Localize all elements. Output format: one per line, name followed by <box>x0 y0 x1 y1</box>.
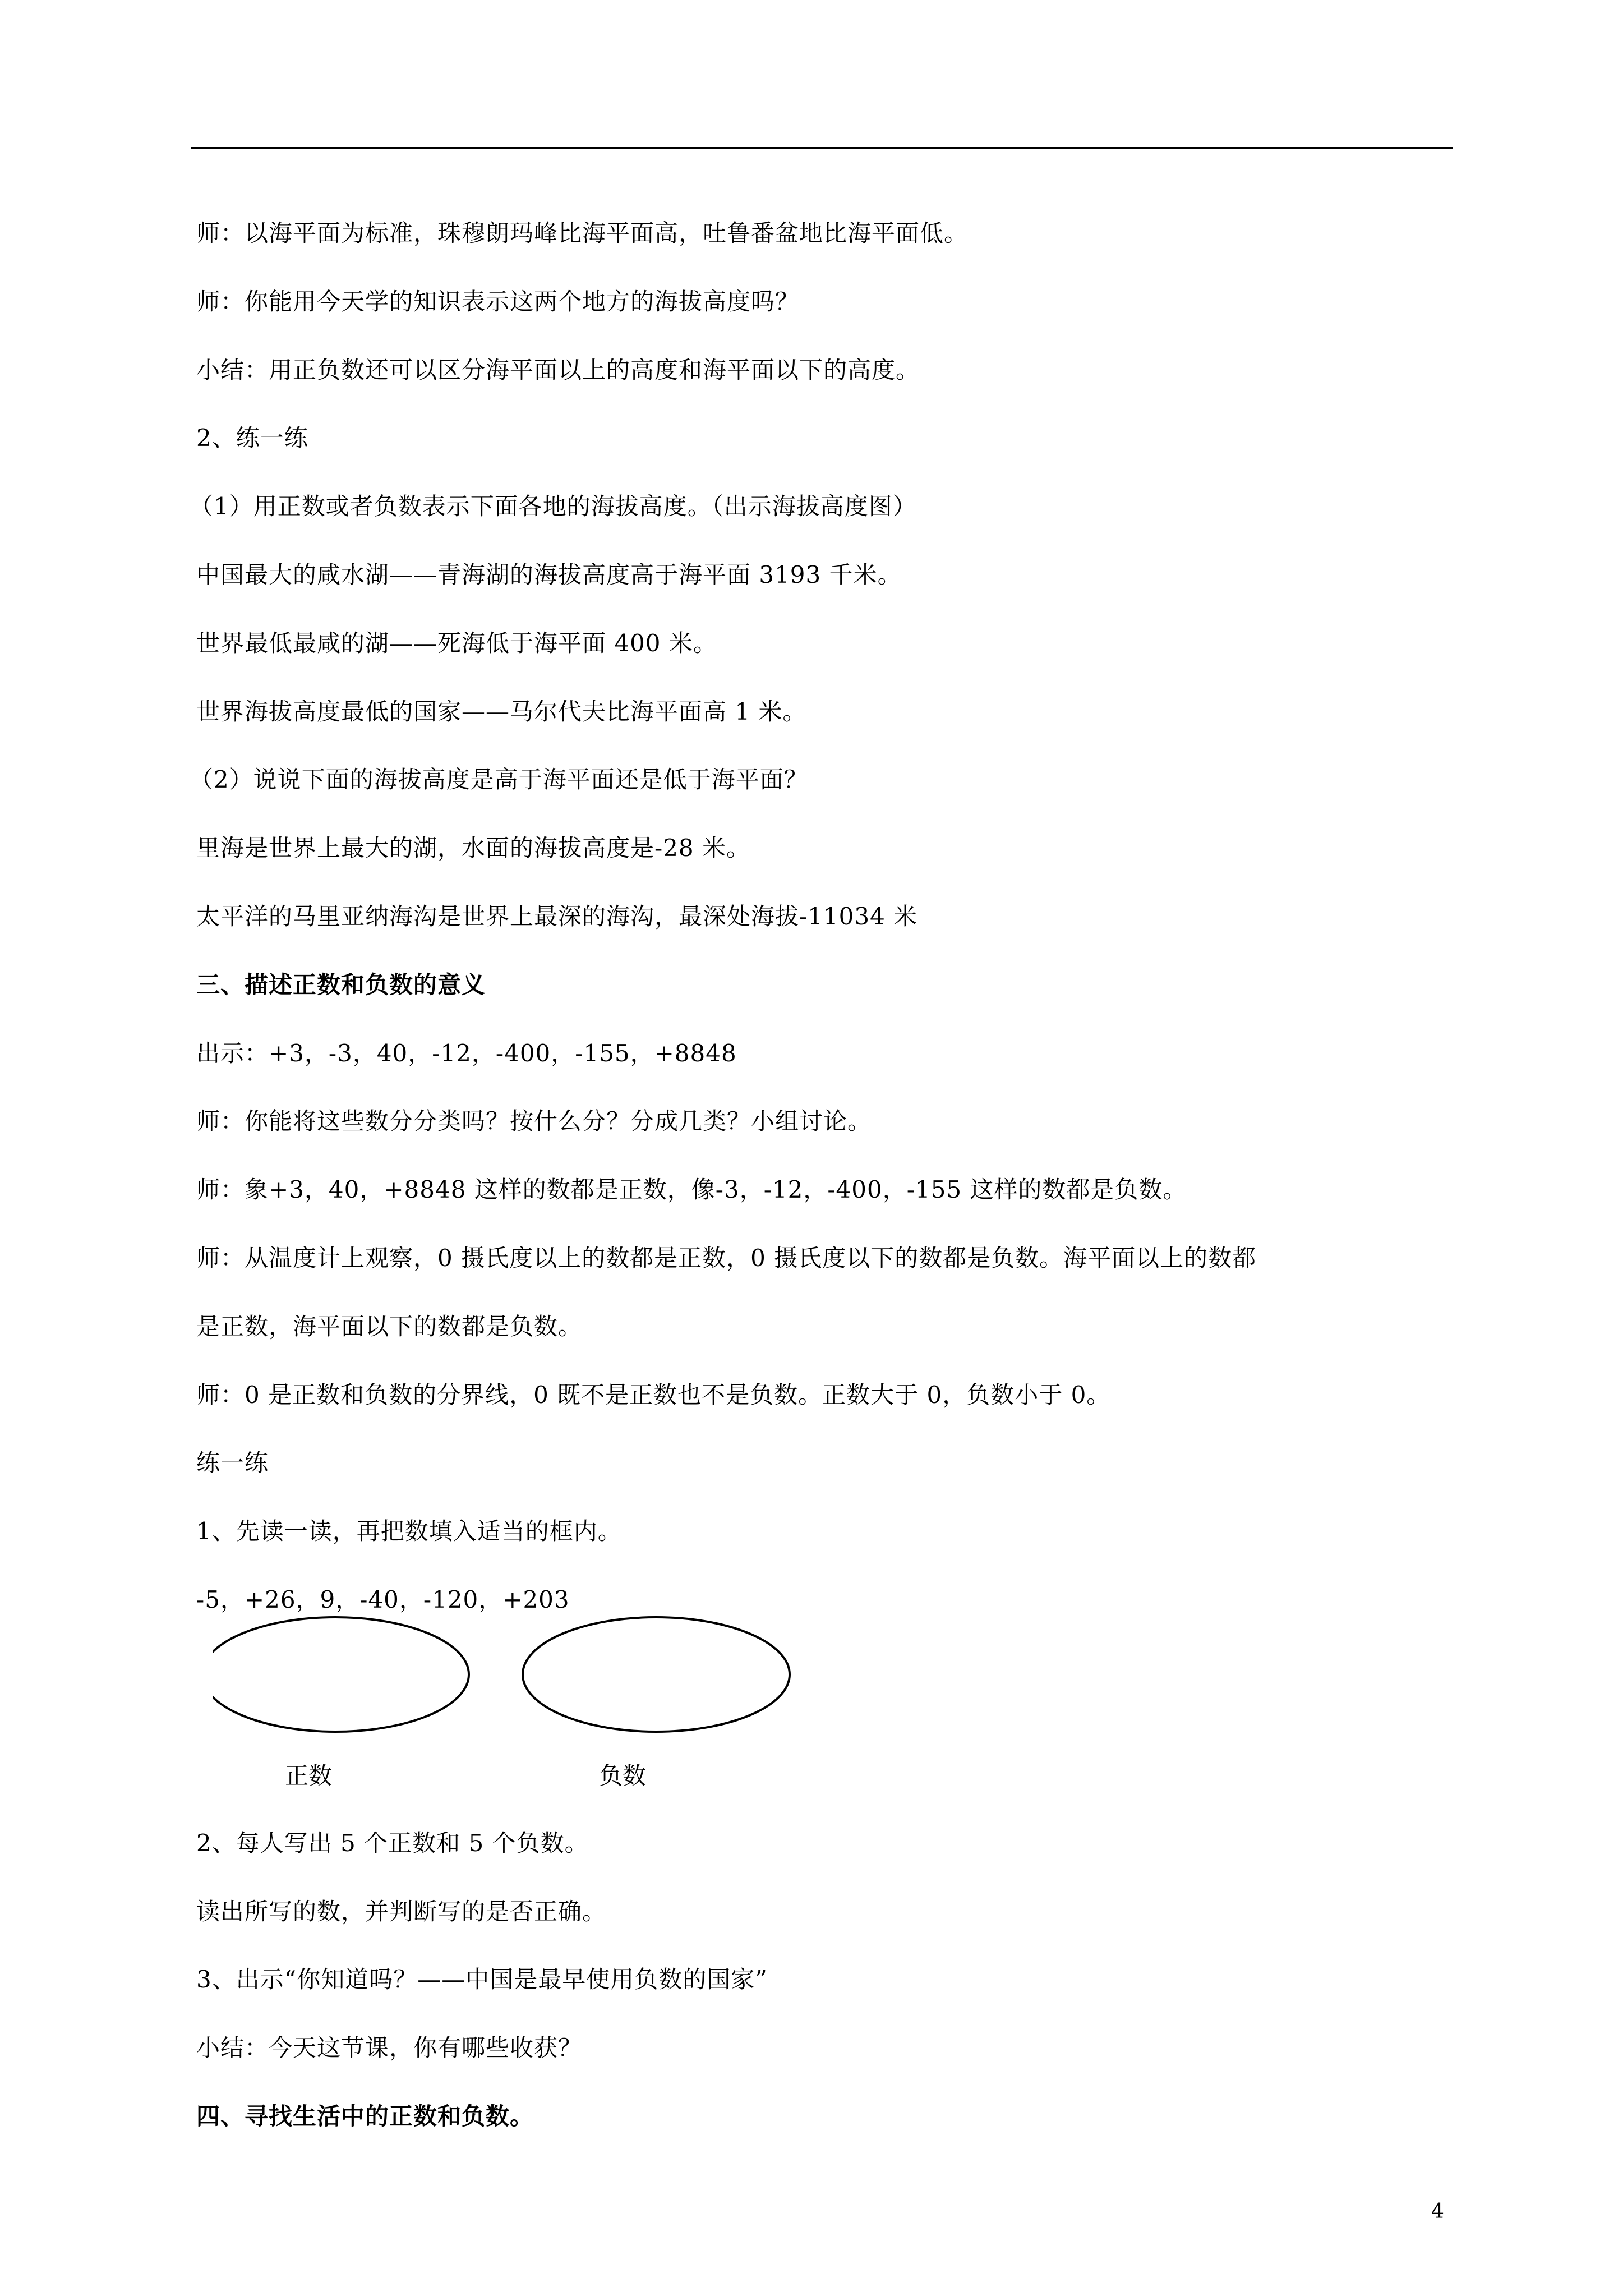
text-line: 读出所写的数，并判断写的是否正确。 <box>196 1898 607 1925</box>
text-line: 中国最大的咸水湖——青海湖的海拔高度高于海平面 3193 千米。 <box>196 561 902 588</box>
text-line: 2、每人写出 5 个正数和 5 个负数。 <box>196 1829 589 1857</box>
text-line: 太平洋的马里亚纳海沟是世界上最深的海沟，最深处海拔-11034 米 <box>196 903 918 930</box>
text-line: 里海是世界上最大的湖，水面的海拔高度是-28 米。 <box>196 834 750 862</box>
positive-label: 正数 <box>285 1762 333 1789</box>
text-line: （2）说说下面的海拔高度是高于海平面还是低于海平面？ <box>190 766 808 793</box>
positive-oval <box>213 1617 469 1732</box>
header-rule <box>191 147 1453 149</box>
text-line: 3、出示“你知道吗？——中国是最早使用负数的国家” <box>196 1966 768 1993</box>
text-line: 师：你能用今天学的知识表示这两个地方的海拔高度吗？ <box>196 288 800 315</box>
text-line: 世界最低最咸的湖——死海低于海平面 400 米。 <box>196 629 717 657</box>
text-line: （1）用正数或者负数表示下面各地的海拔高度。（出示海拔高度图） <box>190 493 917 520</box>
text-line: 师：从温度计上观察，0 摄氏度以上的数都是正数，0 摄氏度以下的数都是负数。海平面以上的数都 <box>196 1244 1257 1272</box>
text-line: 师：象+3，40，+8848 这样的数都是正数，像-3，-12，-400，-155 这样的数都是负数。 <box>196 1176 1187 1203</box>
negative-label: 负数 <box>599 1762 647 1789</box>
text-line: -5，+26，9，-40，-120，+203 <box>196 1586 570 1613</box>
text-line: 师：0 是正数和负数的分界线，0 既不是正数也不是负数。正数大于 0，负数小于 0。 <box>196 1381 1111 1409</box>
negative-oval <box>523 1617 790 1732</box>
section-heading: 四、寻找生活中的正数和负数。 <box>196 2102 534 2130</box>
page-number: 4 <box>1431 2200 1444 2223</box>
text-line: 师：你能将这些数分分类吗？按什么分？分成几类？小组讨论。 <box>196 1107 872 1135</box>
text-line: 练一练 <box>196 1449 269 1476</box>
section-heading: 三、描述正数和负数的意义 <box>196 971 486 999</box>
text-line: 1、先读一读，再把数填入适当的框内。 <box>196 1517 622 1545</box>
text-line: 2、练一练 <box>196 424 308 452</box>
text-line: 是正数，海平面以下的数都是负数。 <box>196 1313 583 1340</box>
text-line: 出示：+3，-3，40，-12，-400，-155，+8848 <box>196 1039 737 1067</box>
text-line: 小结：用正负数还可以区分海平面以上的高度和海平面以下的高度。 <box>196 356 920 384</box>
text-line: 小结：今天这节课，你有哪些收获？ <box>196 2034 583 2062</box>
text-line: 师：以海平面为标准，珠穆朗玛峰比海平面高，吐鲁番盆地比海平面低。 <box>196 219 969 247</box>
text-line: 世界海拔高度最低的国家——马尔代夫比海平面高 1 米。 <box>196 698 807 725</box>
classification-ovals <box>213 1616 819 1773</box>
